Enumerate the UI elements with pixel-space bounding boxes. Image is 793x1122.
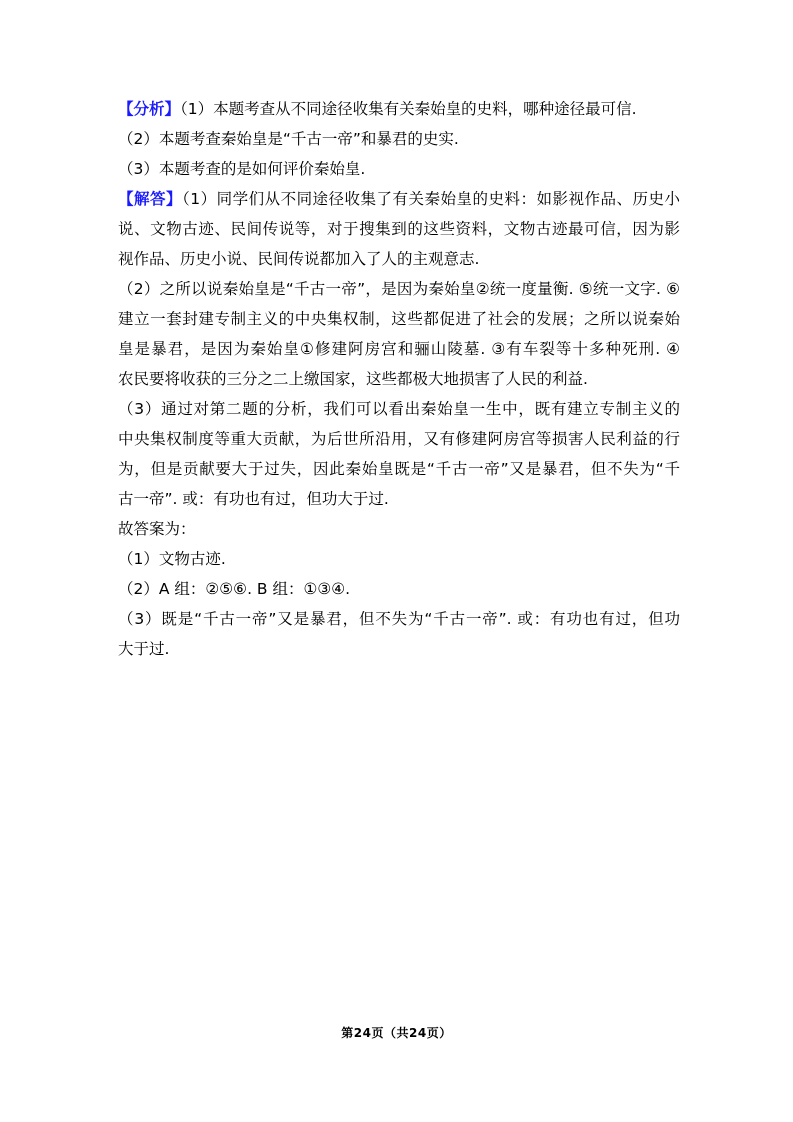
solution-p2-line-2: 建立一套封建专制主义的中央集权制，这些都促进了社会的发展；之所以说秦始 [118, 310, 680, 328]
solution-p3-line-1: （3）通过对第二题的分析，我们可以看出秦始皇一生中，既有建立专制主义的 [118, 400, 680, 418]
solution-p3-line-2: 中央集权制度等重大贡献，为后世所沿用，又有修建阿房宫等损害人民利益的行 [118, 430, 680, 448]
analysis-line-2: （2）本题考查秦始皇是“千古一帝”和暴君的史实. [118, 130, 459, 148]
answer-intro: 故答案为： [118, 520, 196, 538]
solution-p2-line-3: 皇是暴君，是因为秦始皇①修建阿房宫和骊山陵墓. ③有车裂等十多种死刑. ④ [118, 340, 680, 358]
solution-p2-line-1: （2）之所以说秦始皇是“千古一帝”，是因为秦始皇②统一度量衡. ⑤统一文字. ⑥ [118, 280, 680, 298]
solution-tag: 【解答】 [118, 190, 182, 208]
solution-line-1: 【解答】（1）同学们从不同途径收集了有关秦始皇的史料：如影视作品、历史小 [118, 190, 680, 208]
analysis-tag: 【分析】 [118, 100, 181, 118]
answer-line-1: （1）文物古迹. [118, 550, 226, 568]
answer-line-3: （3）既是“千古一帝”又是暴君，但不失为“千古一帝”. 或：有功也有过，但功 [118, 610, 680, 628]
answer-line-4: 大于过. [118, 640, 170, 658]
solution-p3-line-3: 为，但是贡献要大于过失，因此秦始皇既是“千古一帝”又是暴君，但不失为“千 [118, 460, 680, 478]
solution-line-3: 视作品、历史小说、民间传说都加入了人的主观意志. [118, 250, 480, 268]
solution-line-2: 说、文物古迹、民间传说等，对于搜集到的这些资料，文物古迹最可信，因为影 [118, 220, 680, 238]
solution-p2-line-4: 农民要将收获的三分之二上缴国家，这些都极大地损害了人民的利益. [118, 370, 588, 388]
answer-line-2: （2）A 组：②⑤⑥. B 组：①③④. [118, 580, 351, 598]
analysis-line-3: （3）本题考查的是如何评价秦始皇. [118, 160, 366, 178]
solution-p3-line-4: 古一帝”. 或：有功也有过，但功大于过. [118, 490, 389, 508]
document-body [118, 94, 680, 664]
page-number: 第24页（共24页） [341, 1026, 452, 1040]
analysis-line-1: 【分析】（1）本题考查从不同途径收集有关秦始皇的史料，哪种途径最可信. [118, 100, 637, 118]
